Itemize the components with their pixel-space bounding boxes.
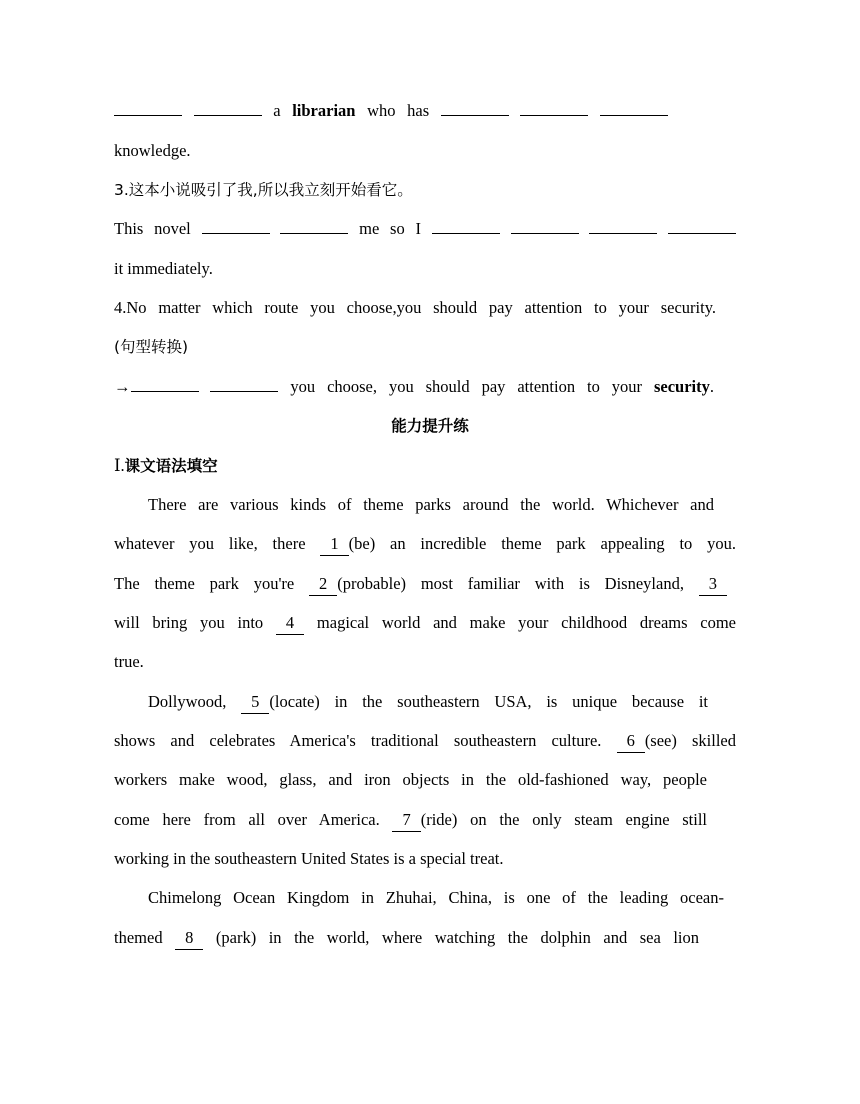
- answer-blank[interactable]: [589, 219, 657, 234]
- q4-prompt: 4.No matter which route you choose,you should pay attention to your security.: [114, 298, 716, 317]
- q2-word-a: a: [273, 101, 281, 120]
- passage-text: (be) an incredible theme park appealing to you.: [348, 534, 736, 553]
- blank-7[interactable]: 7: [392, 809, 420, 832]
- passage-text: (locate) in the southeastern USA, is unique because it: [269, 692, 709, 711]
- part-heading-text: 课文语法填空: [124, 457, 218, 475]
- answer-blank[interactable]: [280, 219, 348, 234]
- q2-word-who-has: who has: [367, 101, 430, 120]
- q3-prompt: 3.这本小说吸引了我,所以我立刻开始看它。: [114, 181, 413, 199]
- passage-line: workers make wood, glass, and iron objects in the old-fashioned way, people: [114, 770, 707, 789]
- q3-part-1: This novel: [114, 219, 191, 238]
- blank-2[interactable]: 2: [309, 573, 337, 596]
- passage-text: (ride) on the only steam engine still: [420, 810, 708, 829]
- passage-line: working in the southeastern United States is a special treat.: [114, 849, 504, 868]
- passage-text: (see) skilled: [644, 731, 737, 750]
- answer-blank[interactable]: [511, 219, 579, 234]
- blank-1[interactable]: 1: [320, 533, 348, 556]
- passage-text: Dollywood,: [148, 692, 227, 711]
- answer-blank[interactable]: [600, 101, 668, 116]
- answer-blank[interactable]: [194, 101, 262, 116]
- passage-line: [114, 573, 727, 596]
- answer-blank[interactable]: [441, 101, 509, 116]
- q3-line-1: [114, 218, 736, 240]
- q2-line-2: knowledge.: [114, 141, 191, 160]
- passage-line: [114, 730, 736, 753]
- q4-bold-word: security: [653, 377, 710, 396]
- passage-line: [114, 809, 707, 832]
- passage-line: true.: [114, 652, 144, 671]
- blank-3[interactable]: 3: [699, 573, 727, 596]
- q2-word-librarian: librarian: [292, 101, 356, 120]
- q4-part-1: you choose, you should pay attention to your: [290, 377, 643, 396]
- blank-5[interactable]: 5: [241, 691, 269, 714]
- q4-end: .: [709, 377, 714, 396]
- passage-line: [114, 927, 699, 950]
- part-heading: [114, 455, 218, 477]
- q3-part-2: me so I: [359, 219, 421, 238]
- passage-line: There are various kinds of theme parks around the world. Whichever and: [148, 495, 714, 514]
- passage-text: themed: [114, 928, 163, 947]
- passage-text: whatever you like, there: [114, 534, 306, 553]
- passage-text: (park) in the world, where watching the dolphin and sea lion: [215, 928, 700, 947]
- answer-blank[interactable]: [210, 377, 278, 392]
- answer-blank[interactable]: [668, 219, 736, 234]
- passage-text: (probable) most familiar with is Disneyland,: [337, 574, 684, 593]
- passage-line: Chimelong Ocean Kingdom in Zhuhai, China, is one of the leading ocean-: [148, 888, 724, 907]
- q4-answer-line: [114, 376, 714, 398]
- passage-text: shows and celebrates America's traditional southeastern culture.: [114, 731, 602, 750]
- blank-4[interactable]: 4: [276, 612, 304, 635]
- q3-line-2: it immediately.: [114, 259, 213, 278]
- passage-line: [148, 691, 708, 714]
- blank-8[interactable]: 8: [175, 927, 203, 950]
- blank-6[interactable]: 6: [617, 730, 645, 753]
- passage-text: will bring you into: [114, 613, 264, 632]
- section-title: 能力提升练: [391, 417, 469, 435]
- passage-line: [114, 612, 736, 635]
- q4-note: (句型转换): [114, 338, 189, 356]
- answer-blank[interactable]: [114, 101, 182, 116]
- arrow-icon: →: [114, 377, 131, 396]
- answer-blank[interactable]: [202, 219, 270, 234]
- passage-line: [114, 533, 736, 556]
- answer-blank[interactable]: [131, 377, 199, 392]
- part-numeral: Ⅰ.: [114, 456, 125, 475]
- passage-text: magical world and make your childhood dreams come: [316, 613, 737, 632]
- passage-text: come here from all over America.: [114, 810, 380, 829]
- answer-blank[interactable]: [432, 219, 500, 234]
- q2-line-1: [114, 100, 668, 122]
- passage-text: The theme park you're: [114, 574, 295, 593]
- answer-blank[interactable]: [520, 101, 588, 116]
